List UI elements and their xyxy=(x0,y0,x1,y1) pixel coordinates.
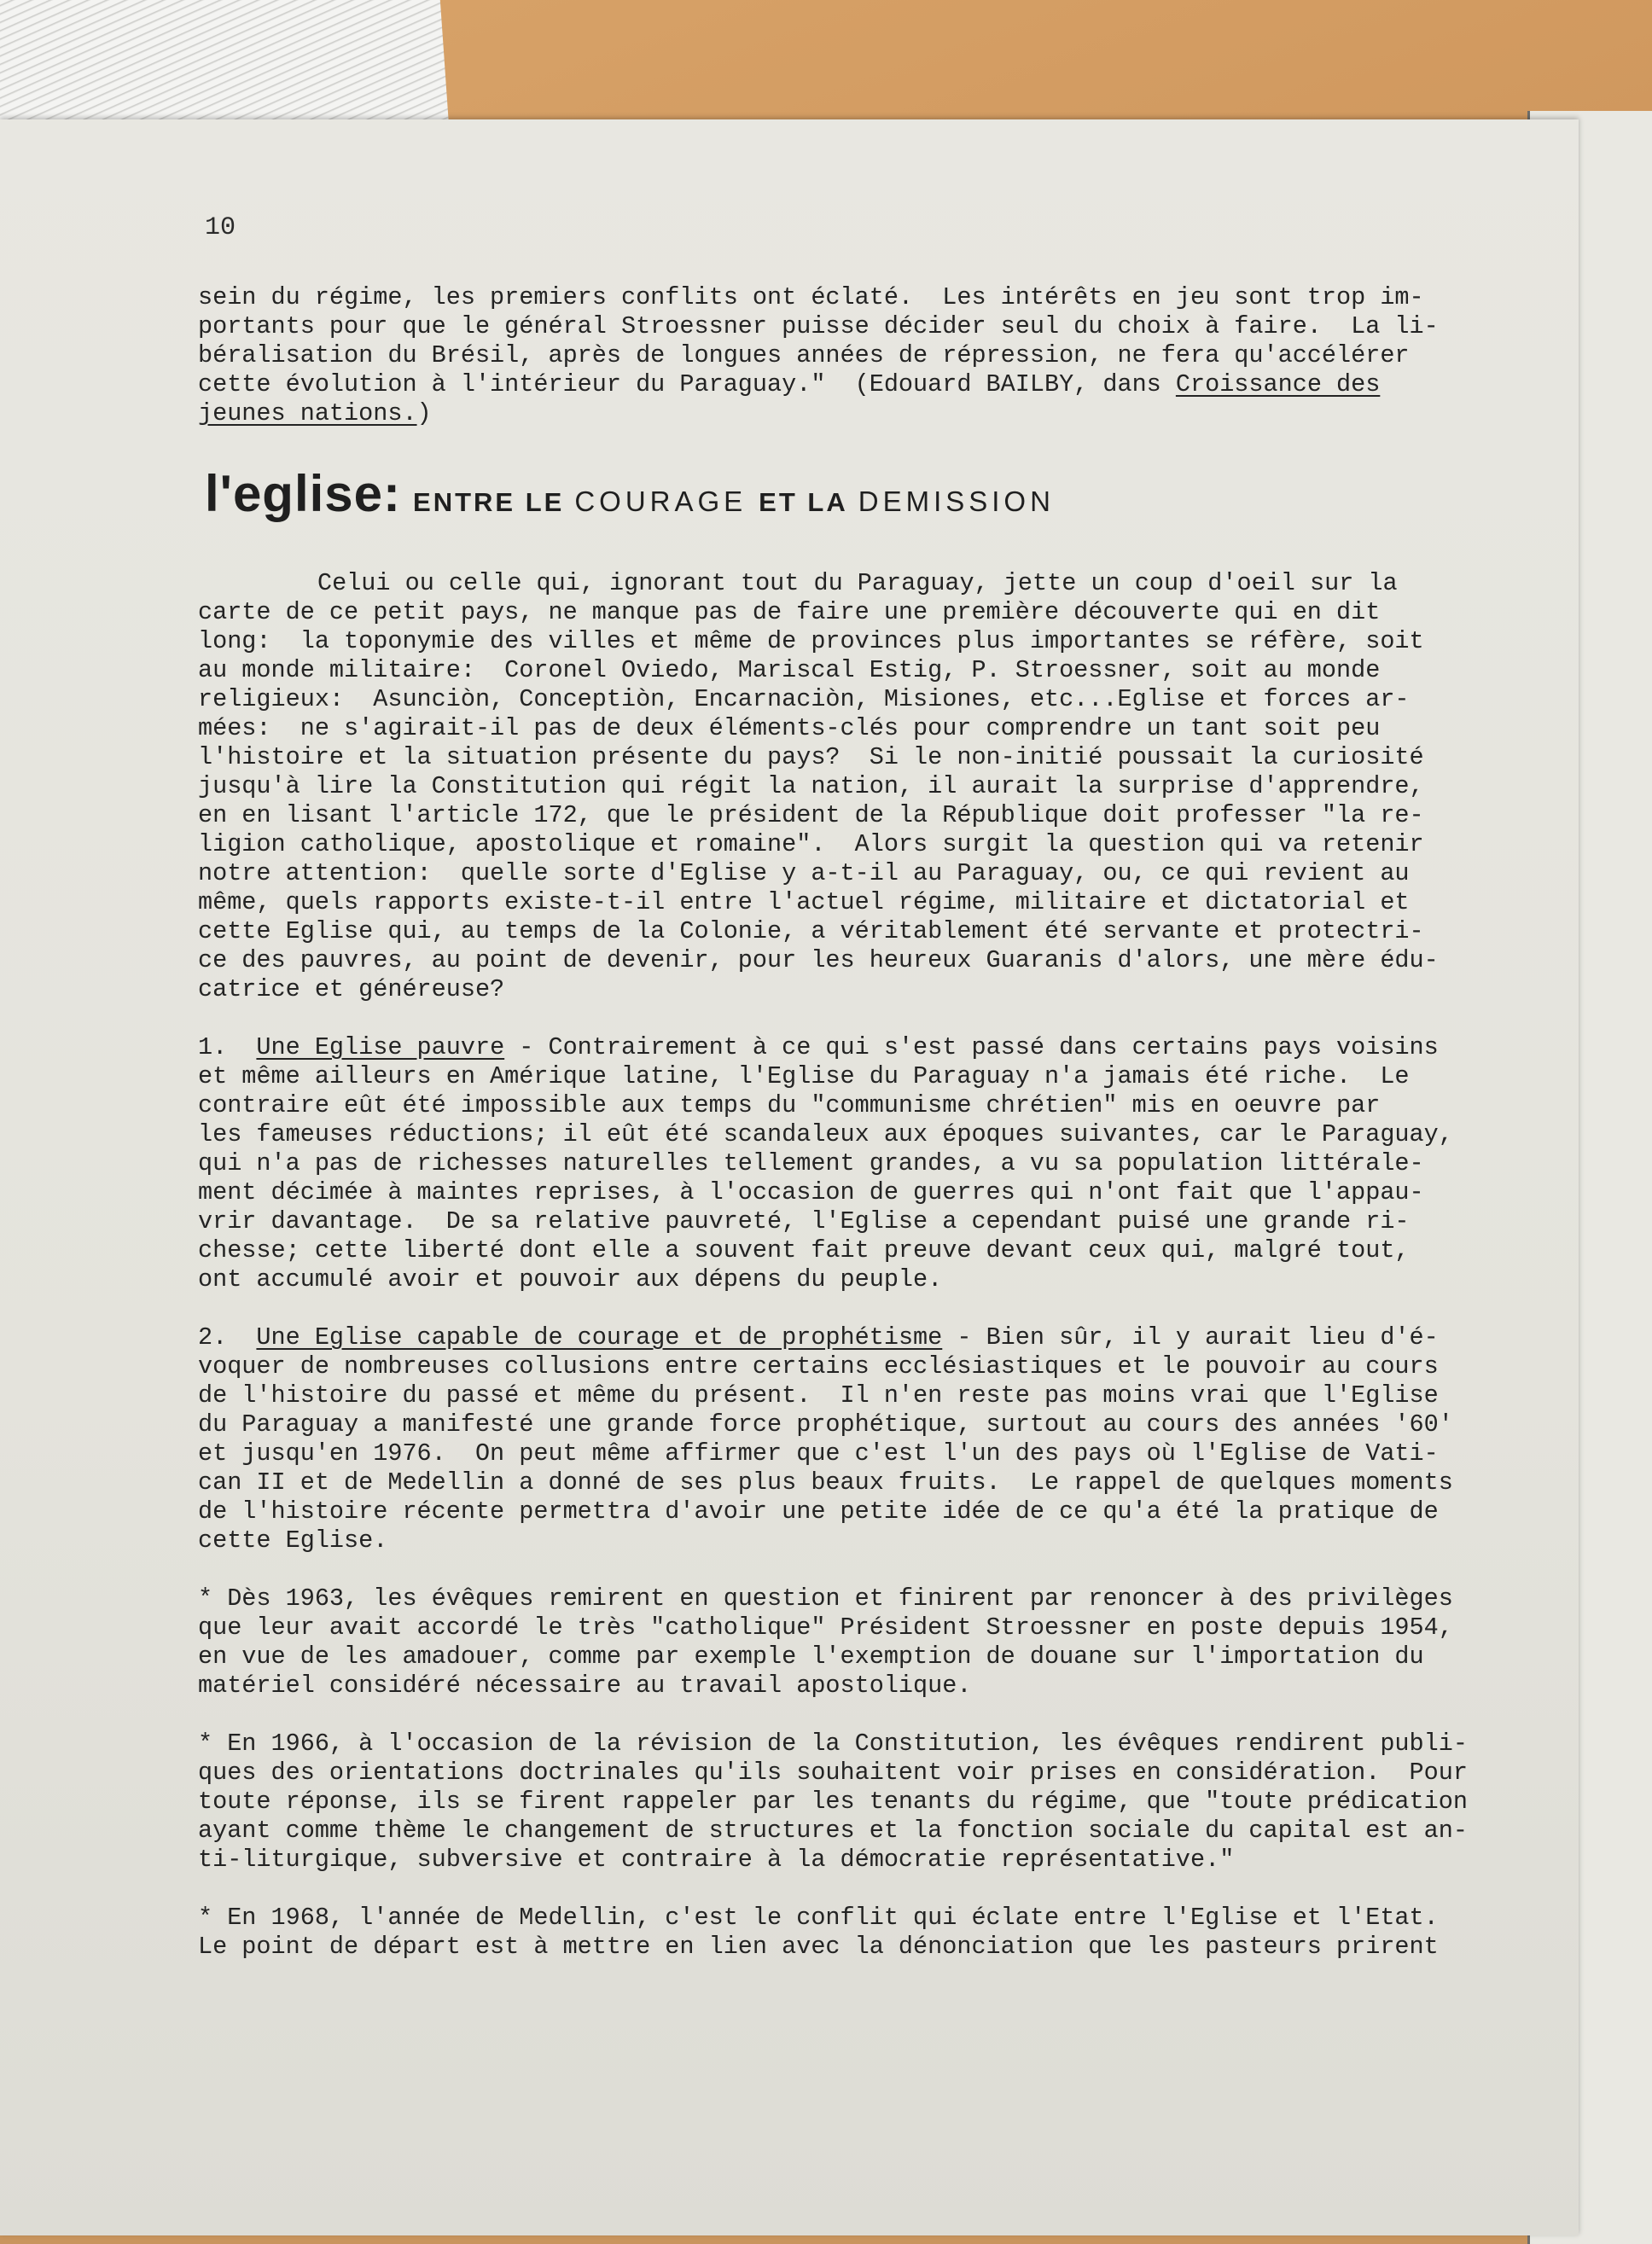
intro-paragraph xyxy=(198,283,1495,428)
heading-part: ENTRE LE xyxy=(413,487,565,517)
text-line: portants pour que le général Stroessner puisse décider seul du choix à faire. La li- xyxy=(198,312,1439,340)
text-line: que leur avait accordé le très "catholique" Président Stroessner en poste depuis 1954, xyxy=(198,1613,1453,1642)
page-number: 10 xyxy=(205,213,236,242)
section-number: 2. xyxy=(198,1323,257,1352)
text-line: * Dès 1963, les évêques remirent en question et finirent par renoncer à des privilèges xyxy=(198,1584,1453,1613)
text-line xyxy=(198,370,1495,399)
intro-body-paragraph xyxy=(198,569,1495,1004)
text-line: ayant comme thème le changement de structures et la fonction sociale du capital est an- xyxy=(198,1817,1468,1845)
text-line: voquer de nombreuses collusions entre certains ecclésiastiques et le pouvoir au cours xyxy=(198,1352,1439,1381)
heading-part: DEMISSION xyxy=(858,485,1055,517)
text-line: religieux: Asunciòn, Conceptiòn, Encarnaciòn, Misiones, etc...Eglise et forces ar- xyxy=(198,685,1410,713)
text-run: cette évolution à l'intérieur du Paraguay." (Edouard BAILBY, dans xyxy=(198,370,1176,398)
text-line: ce des pauvres, au point de devenir, pour les heureux Guaranis d'alors, une mère édu- xyxy=(198,946,1439,974)
heading-part: COURAGE xyxy=(574,485,747,517)
text-line: matériel considéré nécessaire au travail apostolique. xyxy=(198,1671,972,1700)
text-line: ques des orientations doctrinales qu'ils souhaitent voir prises en considération. Pour xyxy=(198,1759,1468,1787)
text-line: contraire eût été impossible aux temps du "communisme chrétien" mis en oeuvre par xyxy=(198,1091,1381,1119)
text-line: cette Eglise. xyxy=(198,1526,388,1555)
text-line: et même ailleurs en Amérique latine, l'Eglise du Paraguay n'a jamais été riche. Le xyxy=(198,1062,1410,1090)
text-line: toute réponse, ils se firent rappeler par les tenants du régime, que "toute prédication xyxy=(198,1788,1468,1816)
text-line: en en lisant l'article 172, que le président de la République doit professer "la re- xyxy=(198,801,1424,829)
text-line xyxy=(198,1323,1495,1352)
text-line: mées: ne s'agirait-il pas de deux éléments-clés pour comprendre un tant soit peu xyxy=(198,714,1381,742)
text-line: l'histoire et la situation présente du pays? Si le non-initié poussait la curiosité xyxy=(198,743,1424,771)
text-line: notre attention: quelle sorte d'Eglise y a-t-il au Paraguay, ou, ce qui revient au xyxy=(198,859,1410,887)
section-heading xyxy=(205,465,1495,522)
section-1-paragraph xyxy=(198,1033,1495,1294)
text-line: jusqu'à lire la Constitution qui régit la nation, il aurait la surprise d'apprendre, xyxy=(198,772,1424,800)
text-run: - Contrairement à ce qui s'est passé dans certains pays voisins xyxy=(504,1033,1439,1061)
book-title-continued: jeunes nations. xyxy=(198,399,417,427)
item-1968 xyxy=(198,1904,1495,1962)
section-number: 1. xyxy=(198,1033,257,1061)
text-line: de l'histoire récente permettra d'avoir une petite idée de ce qu'a été la pratique de xyxy=(198,1497,1439,1526)
text-line: sein du régime, les premiers conflits ont éclaté. Les intérêts en jeu sont trop im- xyxy=(198,283,1424,311)
text-line xyxy=(198,399,1495,428)
heading-main: l'eglise: xyxy=(205,465,402,522)
text-line: * En 1966, à l'occasion de la révision de la Constitution, les évêques rendirent publi- xyxy=(198,1730,1468,1758)
text-line: qui n'a pas de richesses naturelles tellement grandes, a vu sa population littérale- xyxy=(198,1149,1424,1177)
text-line: au monde militaire: Coronel Oviedo, Mariscal Estig, P. Stroessner, soit au monde xyxy=(198,656,1381,684)
text-line: en vue de les amadouer, comme par exemple l'exemption de douane sur l'importation du xyxy=(198,1642,1424,1671)
document-page xyxy=(0,119,1579,2235)
text-run: - Bien sûr, il y aurait lieu d'é- xyxy=(942,1323,1439,1352)
text-line: can II et de Medellin a donné de ses plus beaux fruits. Le rappel de quelques moments xyxy=(198,1468,1453,1497)
text-line: Celui ou celle qui, ignorant tout du Paraguay, jette un coup d'oeil sur la xyxy=(317,569,1398,597)
section-2-paragraph xyxy=(198,1323,1495,1555)
text-line xyxy=(198,1033,1495,1062)
text-line: long: la toponymie des villes et même de provinces plus importantes se réfère, soit xyxy=(198,627,1424,655)
heading-part: ET LA xyxy=(759,487,848,517)
text-line: Le point de départ est à mettre en lien avec la dénonciation que les pasteurs prirent xyxy=(198,1933,1439,1961)
text-line: ont accumulé avoir et pouvoir aux dépens du peuple. xyxy=(198,1265,943,1293)
section-title: Une Eglise pauvre xyxy=(256,1033,505,1061)
text-line: béralisation du Brésil, après de longues années de répression, ne fera qu'accélérer xyxy=(198,341,1410,369)
item-1963 xyxy=(198,1584,1495,1700)
text-line: ligion catholique, apostolique et romaine". Alors surgit la question qui va retenir xyxy=(198,830,1424,858)
text-line: du Paraguay a manifesté une grande force prophétique, surtout au cours des années '60' xyxy=(198,1410,1453,1439)
item-1966 xyxy=(198,1730,1495,1875)
text-line: carte de ce petit pays, ne manque pas de faire une première découverte qui en dit xyxy=(198,598,1381,626)
text-line: chesse; cette liberté dont elle a souvent fait preuve devant ceux qui, malgré tout, xyxy=(198,1236,1410,1264)
closing-paren: ) xyxy=(416,399,432,427)
page-content xyxy=(198,283,1495,1991)
text-line: même, quels rapports existe-t-il entre l'actuel régime, militaire et dictatorial et xyxy=(198,888,1410,916)
text-line: les fameuses réductions; il eût été scandaleux aux époques suivantes, car le Paraguay, xyxy=(198,1120,1453,1148)
text-line: vrir davantage. De sa relative pauvreté, l'Eglise a cependant puisé une grande ri- xyxy=(198,1207,1410,1235)
book-title: Croissance des xyxy=(1175,370,1381,398)
text-line: catrice et généreuse? xyxy=(198,975,505,1003)
text-line: * En 1968, l'année de Medellin, c'est le conflit qui éclate entre l'Eglise et l'Etat. xyxy=(198,1904,1439,1932)
section-title: Une Eglise capable de courage et de prophétisme xyxy=(256,1323,943,1352)
text-line: ti-liturgique, subversive et contraire à la démocratie représentative." xyxy=(198,1846,1235,1874)
text-line: et jusqu'en 1976. On peut même affirmer que c'est l'un des pays où l'Eglise de Vati- xyxy=(198,1439,1439,1468)
text-line: cette Eglise qui, au temps de la Colonie, a véritablement été servante et protectri- xyxy=(198,917,1424,945)
text-line: ment décimée à maintes reprises, à l'occasion de guerres qui n'ont fait que l'appau- xyxy=(198,1178,1424,1206)
text-line: de l'histoire du passé et même du présent. Il n'en reste pas moins vrai que l'Eglise xyxy=(198,1381,1439,1410)
